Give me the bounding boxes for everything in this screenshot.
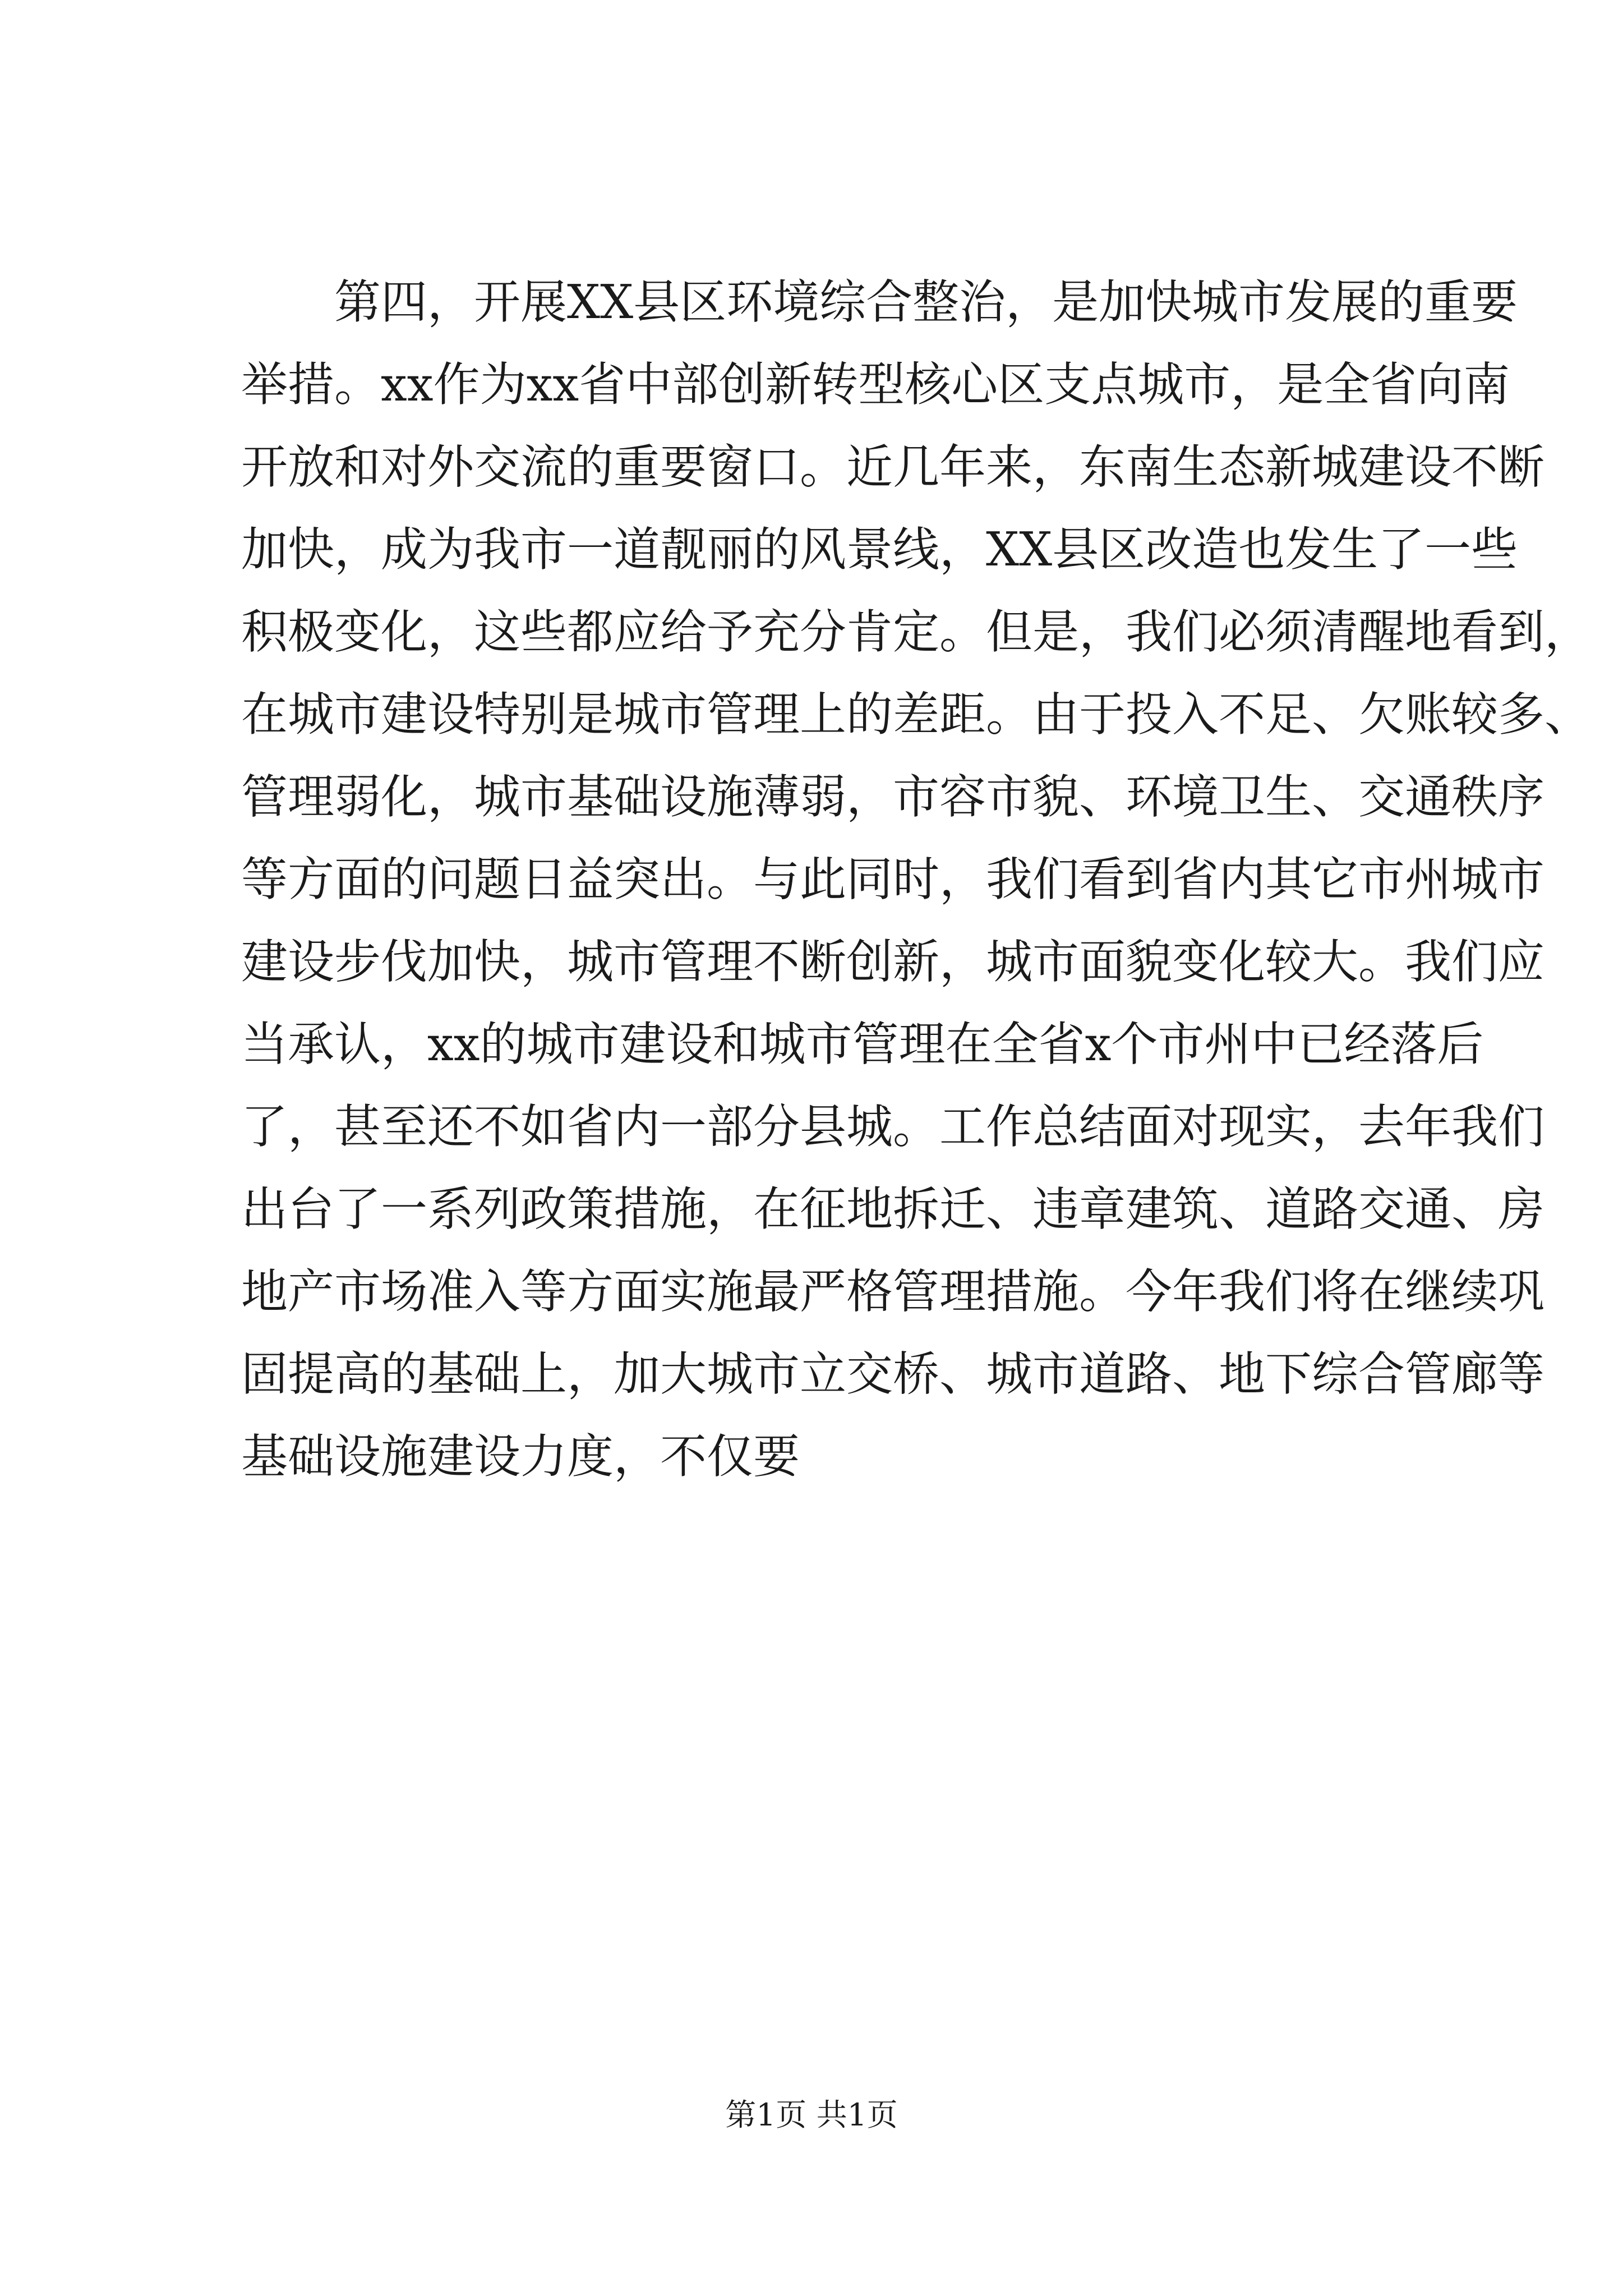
paragraph-line: 加快，成为我市一道靓丽的风景线，XX县区改造也发生了一些 [241, 522, 1518, 577]
paragraph-line: 固提高的基础上，加大城市立交桥、城市道路、地下综合管廊等 [241, 1347, 1544, 1401]
paragraph-line: 第四，开展XX县区环境综合整治，是加快城市发展的重要 [334, 275, 1518, 329]
paragraph-line: 当承认，xx的城市建设和城市管理在全省x个市州中已经落后 [241, 1017, 1484, 1071]
paragraph-line: 了，甚至还不如省内一部分县城。工作总结面对现实，去年我们 [241, 1099, 1544, 1154]
paragraph-line: 开放和对外交流的重要窗口。近几年来，东南生态新城建设不断 [241, 440, 1544, 494]
paragraph-line: 举措。xx作为xx省中部创新转型核心区支点城市，是全省向南 [241, 357, 1510, 412]
body-paragraph [241, 261, 1591, 1498]
paragraph-line: 等方面的问题日益突出。与此同时，我们看到省内其它市州城市 [241, 852, 1544, 907]
paragraph-line: 管理弱化，城市基础设施薄弱，市容市貌、环境卫生、交通秩序 [241, 770, 1544, 824]
paragraph-line: 基础设施建设力度，不仅要 [241, 1429, 800, 1484]
paragraph-line: 地产市场准入等方面实施最严格管理措施。今年我们将在继续巩 [241, 1264, 1544, 1319]
paragraph-line: 建设步伐加快，城市管理不断创新，城市面貌变化较大。我们应 [241, 935, 1544, 989]
paragraph-line: 出台了一系列政策措施，在征地拆迁、违章建筑、道路交通、房 [241, 1182, 1544, 1236]
paragraph-line: 在城市建设特别是城市管理上的差距。由于投入不足、欠账较多、 [241, 687, 1591, 742]
page-number-footer: 第1页 共1页 [725, 2097, 898, 2133]
paragraph-line: 积极变化，这些都应给予充分肯定。但是，我们必须清醒地看到， [241, 605, 1591, 659]
